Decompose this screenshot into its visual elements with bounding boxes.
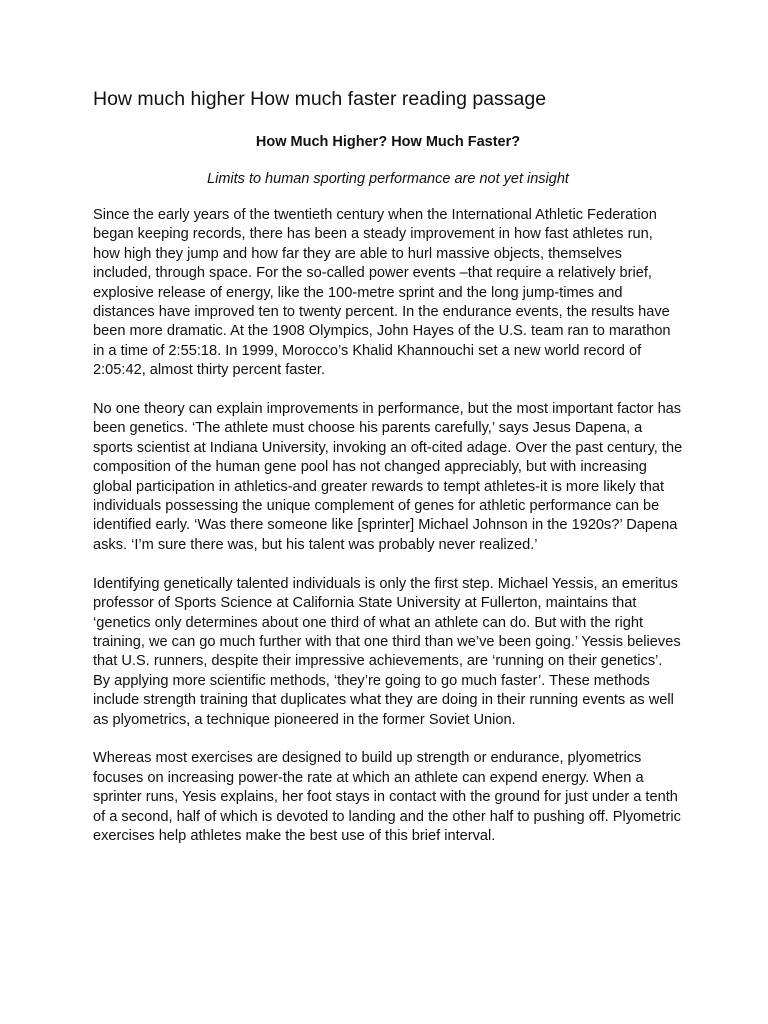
paragraph-3: Identifying genetically talented individuals is only the first step. Michael Yessis, an emeritus professor of Sports Science at California State University at Fullerton, maintains that ‘genetics only determines about one third of what an athlete can do. But with the right training, we can go much further with that one third than we’ve been going.’ Yessis believes that U.S. runners, despite their impressive achievements, are ‘running on their genetics’. By applying more scientific methods, ‘they’re going to go much faster’. These methods include strength training that duplicates what they are doing in their running events as well as plyometrics, a technique pioneered in the former Soviet Union. bbox=[93, 575, 681, 728]
article-title: How Much Higher? How Much Faster? bbox=[255, 134, 521, 150]
document-page bbox=[93, 86, 683, 846]
paragraph-2: No one theory can explain improvements in performance, but the most important factor has been genetics. ‘The athlete must choose his parents carefully,’ says Jesus Dapena, a sports scientist at Indiana University, invoking an oft-cited adage. Over the past century, the composition of the human gene pool has not changed appreciably, but with increasing global participation in athletics-and greater rewards to tempt athletes-it is more likely that individuals possessing the unique complement of genes for athletic performance can be identified early. ‘Was there someone like [sprinter] Michael Johnson in the 1920s?’ Dapena asks. ‘I’m sure there was, but his talent was probably never realized.’ bbox=[93, 401, 683, 553]
article-subtitle: Limits to human sporting performance are not yet insight bbox=[207, 171, 569, 187]
paragraph-1: Since the early years of the twentieth century when the International Athletic Federation began keeping records, there has been a steady improvement in how fast athletes run, how high they jump and how far they are able to hurl massive objects, themselves included, through space. For the so-called power events –that require a relatively brief, explosive release of energy, like the 100-metre sprint and the long jump-times and distances have improved ten to twenty percent. In the endurance events, the results have been more dramatic. At the 1908 Olympics, John Hayes of the U.S. team ran to marathon in a time of 2:55:18. In 1999, Morocco’s Khalid Khannouchi set a new world record of 2:05:42, almost thirty percent faster. bbox=[93, 207, 671, 379]
paragraph-4: Whereas most exercises are designed to build up strength or endurance, plyometrics focuses on increasing power-the rate at which an athlete can expend energy. When a sprinter runs, Yesis explains, her foot stays in contact with the ground for just under a tenth of a second, half of which is devoted to landing and the other half to pushing off. Plyometric exercises help athletes make the best use of this brief interval. bbox=[93, 750, 681, 844]
document-heading: How much higher How much faster reading passage bbox=[93, 88, 547, 110]
